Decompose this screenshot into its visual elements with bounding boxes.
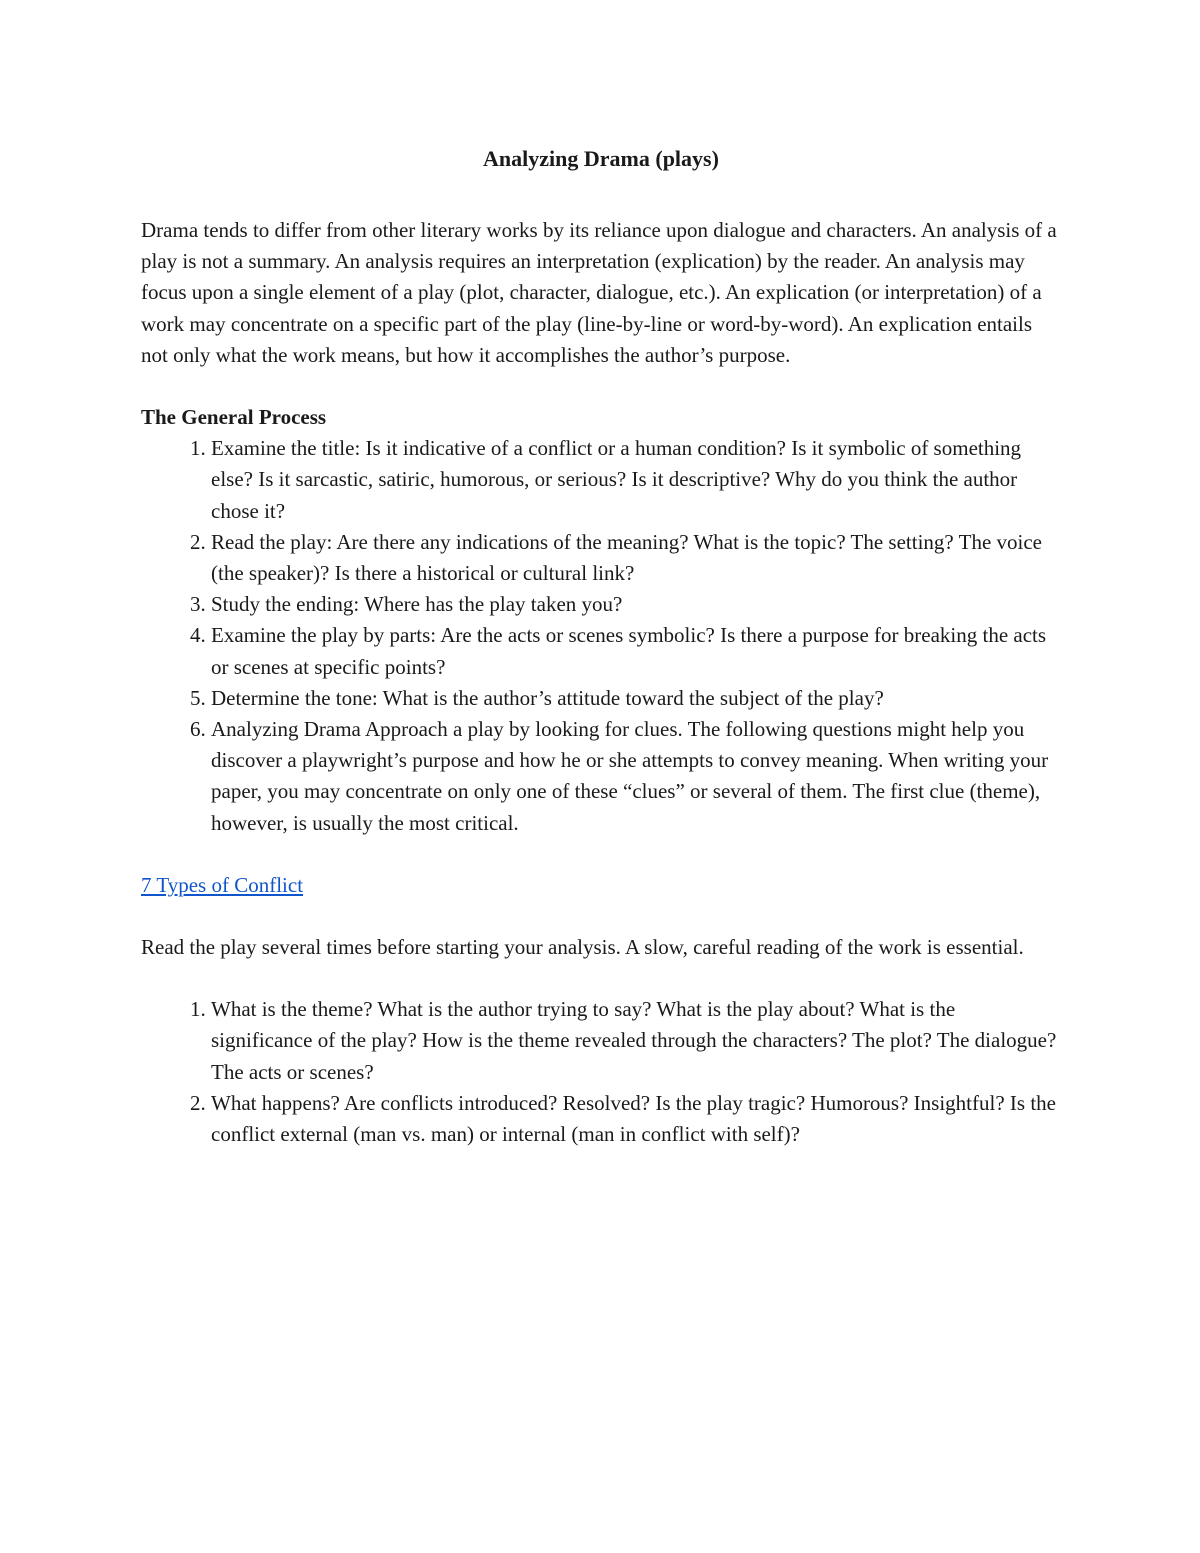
list-item: 2. What happens? Are conflicts introduced? Resolved? Is the play tragic? Humorous? Insightful? Is the conflict external (man vs. man) or internal (man in conflict with self)? [211, 1088, 1061, 1150]
list-item: 2. Read the play: Are there any indications of the meaning? What is the topic? The setting? The voice (the speaker)? Is there a historical or cultural link? [211, 527, 1061, 589]
list-item: 6. Analyzing Drama Approach a play by looking for clues. The following questions might help you discover a playwright’s purpose and how he or she attempts to convey meaning. When writing your paper, you may concentrate on only one of these “clues” or several of them. The first clue (theme), however, is usually the most critical. [211, 714, 1061, 839]
list-item: 3. Study the ending: Where has the play taken you? [211, 589, 1061, 620]
intro-paragraph [141, 215, 1061, 371]
conflict-types-link[interactable]: 7 Types of Conflict [141, 872, 304, 897]
questions-list [141, 994, 1061, 1150]
document-title: Analyzing Drama (plays) [483, 146, 719, 171]
process-heading: The General Process [141, 405, 327, 430]
list-item: 4. Examine the play by parts: Are the acts or scenes symbolic? Is there a purpose for breaking the acts or scenes at specific points? [211, 620, 1061, 682]
document-page [141, 138, 1061, 1150]
list-item: 1. Examine the title: Is it indicative of a conflict or a human condition? Is it symbolic of something else? Is it sarcastic, satiric, humorous, or serious? Is it descriptive? Why do you think the author chose it? [211, 433, 1061, 527]
reading-note: Read the play several times before starting your analysis. A slow, careful reading of the work is essential. [141, 935, 1024, 960]
list-item: 1. What is the theme? What is the author trying to say? What is the play about? What is the significance of the play? How is the theme revealed through the characters? The plot? The dialogue? The acts or scenes? [211, 994, 1061, 1088]
process-list [141, 433, 1061, 839]
intro-text-part2: work may concentrate on a specific part of the play (line-by-line or word-by-word). An explication entails not only what the work means, but how it accomplishes the author’s purpose. [141, 311, 1033, 367]
conflict-link-line [141, 870, 1061, 901]
intro-text-part1: Drama tends to differ from other literary works by its reliance upon dialogue and characters. An analysis of a play is not a summary. An analysis requires an interpretation (explication) by the reader. An analysis may focus upon a single element of a play (plot, character, dialogue, etc.). An explication (or interpretation) of a [141, 218, 1057, 305]
list-item: 5. Determine the tone: What is the author’s attitude toward the subject of the play? [211, 683, 1061, 714]
